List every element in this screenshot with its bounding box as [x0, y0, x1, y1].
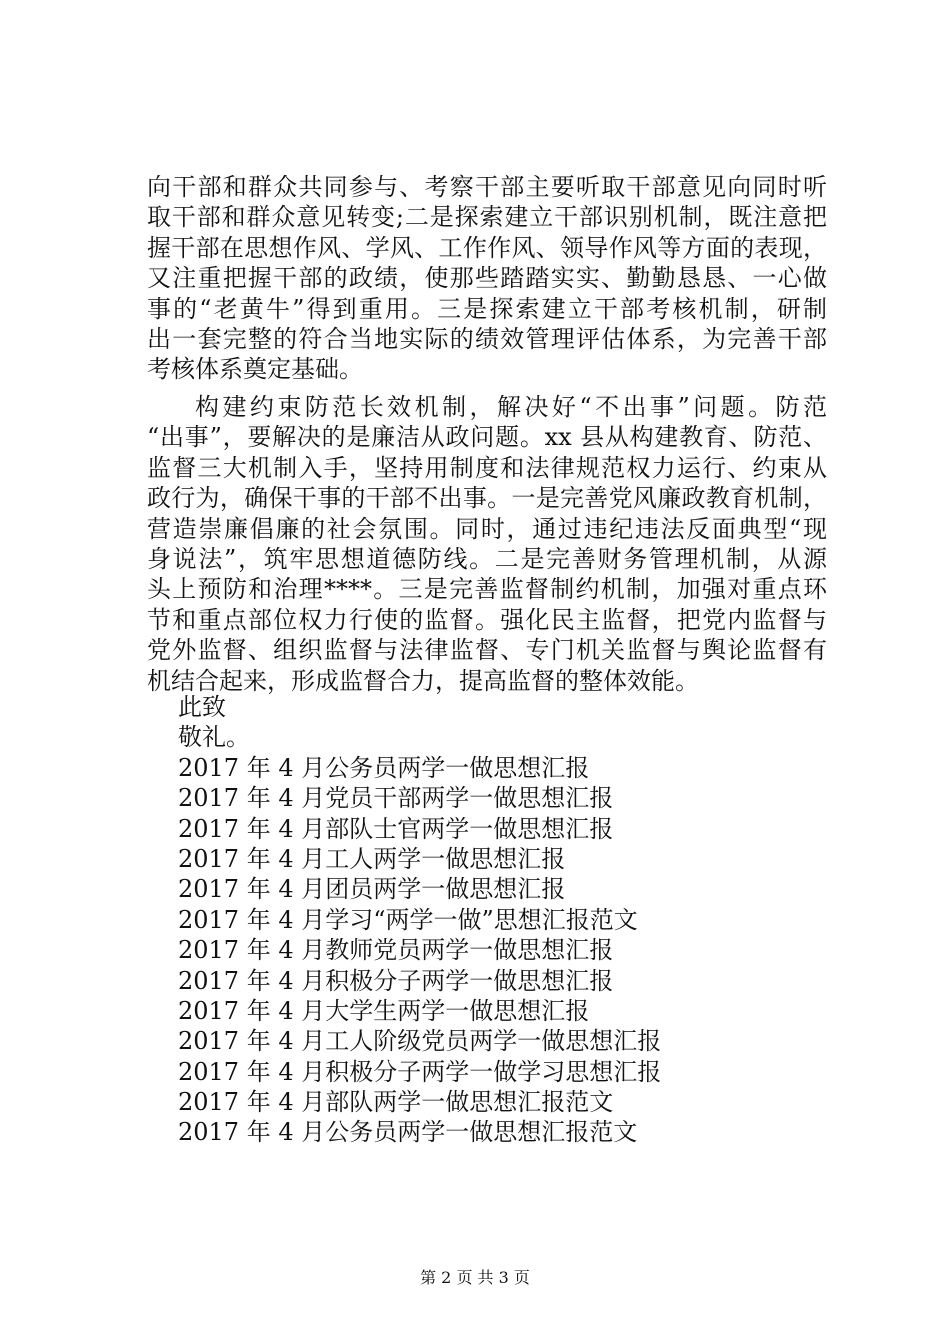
paragraph-anti-corruption: [147, 392, 827, 696]
text-line: 构建约束防范长效机制，解决好“不出事”问题。防范: [195, 393, 827, 421]
text-line: 取干部和群众意见转变;二是探索建立干部识别机制，既注意把: [147, 203, 827, 232]
related-title: 2017 年 4 月团员两学一做思想汇报: [178, 875, 566, 904]
text-line: 事的“老黄牛”得到重用。三是探索建立干部考核机制，研制: [147, 294, 827, 323]
text-line: 节和重点部位权力行使的监督。强化民主监督，把党内监督与: [147, 605, 827, 634]
related-title: 2017 年 4 月工人阶级党员两学一做思想汇报: [178, 1027, 662, 1056]
related-title: 2017 年 4 月大学生两学一做思想汇报: [178, 996, 590, 1025]
text-line: 考核体系奠定基础。: [147, 355, 363, 384]
text-line: 向干部和群众共同参与、考察干部主要听取干部意见向同时听: [147, 173, 827, 201]
closing-salutation: 此致: [178, 693, 226, 721]
related-title: 2017 年 4 月积极分子两学一做思想汇报: [178, 966, 614, 995]
text-line: 身说法”，筑牢思想道德防线。二是完善财务管理机制，从源: [147, 544, 827, 573]
text-line: 出一套完整的符合当地实际的绩效管理评估体系，为完善干部: [147, 324, 827, 353]
related-title: 2017 年 4 月部队两学一做思想汇报范文: [178, 1088, 614, 1117]
related-title: 2017 年 4 月公务员两学一做思想汇报范文: [178, 1118, 638, 1147]
related-title: 2017 年 4 月积极分子两学一做学习思想汇报: [178, 1057, 662, 1086]
text-line: 营造崇廉倡廉的社会氛围。同时，通过违纪违法反面典型“现: [147, 514, 827, 543]
text-line: 机结合起来，形成监督合力，提高监督的整体效能。: [147, 666, 699, 695]
closing-regards: 敬礼。: [178, 723, 250, 752]
text-line: 监督三大机制入手，坚持用制度和法律规范权力运行、约束从: [147, 453, 827, 482]
text-line: “出事”，要解决的是廉洁从政问题。xx 县从构建教育、防范、: [147, 423, 827, 452]
related-title: 2017 年 4 月公务员两学一做思想汇报: [178, 753, 590, 782]
text-line: 握干部在思想作风、学风、工作作风、领导作风等方面的表现，: [147, 233, 827, 262]
related-title: 2017 年 4 月部队士官两学一做思想汇报: [178, 814, 614, 843]
text-line: 又注重把握干部的政绩，使那些踏踏实实、勤勤恳恳、一心做: [147, 264, 827, 293]
related-title: 2017 年 4 月党员干部两学一做思想汇报: [178, 784, 614, 813]
related-title: 2017 年 4 月工人两学一做思想汇报: [178, 844, 566, 873]
text-line: 头上预防和治理****。三是完善监督制约机制，加强对重点环: [147, 575, 827, 604]
related-title: 2017 年 4 月教师党员两学一做思想汇报: [178, 936, 614, 965]
text-line: 政行为，确保干事的干部不出事。一是完善党风廉政教育机制，: [147, 484, 827, 513]
text-line: 党外监督、组织监督与法律监督、专门机关监督与舆论监督有: [147, 636, 827, 665]
related-title: 2017 年 4 月学习“两学一做”思想汇报范文: [178, 905, 638, 934]
paragraph-cadre-mechanism: [147, 172, 827, 385]
page-number-footer: 第 2 页 共 3 页: [420, 1268, 530, 1287]
closing-and-related-list: [178, 692, 828, 1148]
